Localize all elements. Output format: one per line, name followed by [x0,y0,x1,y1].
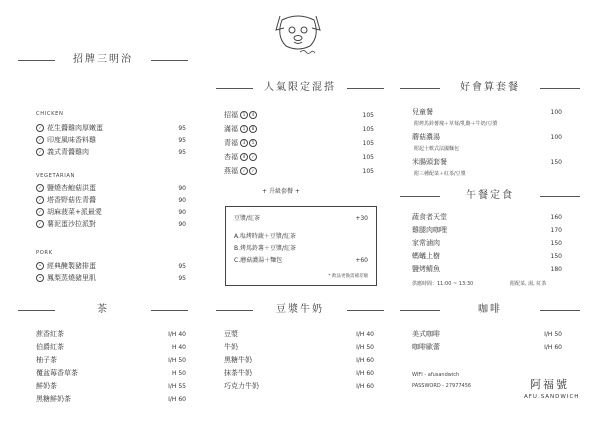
brand-name: 阿福號 [530,378,569,391]
list-item: 滿福 1 8 105 [224,125,374,133]
list-item: 覆盆莓香草茶 H 50 [36,369,186,377]
leaf-icon: ✓ [36,196,44,204]
upgrade-option-a: A.塩烤時蔬＋豆漿/紅茶 [234,233,296,240]
list-item: ✓ 胡麻菠菜+派最愛 90 [36,207,186,218]
list-item: 黑糖鮮奶茶 I/H 60 [36,395,186,403]
dog-logo [270,8,326,60]
leaf-icon: ✓ [36,220,44,228]
coffee-header: 咖啡 [400,302,580,318]
leaf-icon: ✓ [36,184,44,192]
item-description: 附起士軟式法國麵包 [414,146,460,152]
upgrade-note: * 飲品更換需補差額 [328,274,368,279]
list-item: 雞腿肉咖哩 170 [412,226,562,234]
combo-header: 人氣限定混搭 [216,80,384,96]
soymilk-header: 豆漿牛奶 [216,302,384,318]
wifi-password: PASSWORD - 27977456 [412,383,472,389]
vegetarian-subheading: VEGETARIAN [36,173,76,179]
lunch-header: 午餐定食 [400,188,580,204]
list-item: 巧克力牛奶 I/H 60 [224,382,374,390]
item-description: 附三種配菜＋紅茶/豆漿 [414,171,466,177]
lunch-hours: 供應時間：11:00 ~ 13:30 [412,281,474,287]
leaf-icon: ✓ [36,136,44,144]
list-item: 牛奶 I/H 50 [224,343,374,351]
list-item: 黑糖牛奶 I/H 60 [224,356,374,364]
list-item: ✓ 塔香野菇佐青醬 90 [36,195,186,206]
list-item: 家常滷肉 150 [412,239,562,247]
list-item: 鮮奶茶 I/H 55 [36,382,186,390]
list-item: 螞蟻上樹 150 [412,252,562,260]
leaf-icon: ✓ [36,148,44,156]
list-item: ✓ 印度風味香料雞 95 [36,135,186,146]
brand-english: AFU.SANDWICH [524,394,580,400]
list-item: • 經典醃製豬排蛋 95 [36,261,186,272]
pig-icon: • [36,274,44,282]
list-item: 美式咖啡 I/H 50 [412,330,562,338]
set-header: 好會算套餐 [400,80,580,96]
list-item: • 鳳梨蒸燒豬里肌 95 [36,273,186,284]
list-item: ✓ 花生醬雞肉厚嫩蛋 95 [36,123,186,134]
list-item: 蔗香紅茶 I/H 40 [36,330,186,338]
tea-header: 茶 [18,302,188,318]
chicken-subheading: CHICKEN [36,111,64,117]
list-item: 蔬食者天堂 160 [412,213,562,221]
item-description: 附烤馬鈴薯塊＋草莓/乳酪＋牛奶/豆漿 [414,121,498,127]
list-item: 杏福 4 ✓ 105 [224,153,374,161]
list-item: 青福 3 5 105 [224,139,374,147]
list-item: 柚子茶 I/H 50 [36,356,186,364]
list-item: 米腸頭套餐 150 [412,158,562,166]
upgrade-option-c: C.蘑菇濃湯＋麵包 +60 [234,257,368,264]
leaf-icon: ✓ [36,208,44,216]
list-item: 抹茶牛奶 I/H 60 [224,369,374,377]
leaf-icon: ✓ [36,124,44,132]
sandwich-header: 招牌三明治 [18,52,188,68]
list-item: 咖啡歐蕾 I/H 60 [412,343,562,351]
list-item: 鹽烤鯖魚 180 [412,265,562,273]
list-item: ✓ 義式青醬雞肉 95 [36,147,186,158]
list-item: 伯爵紅茶 H 40 [36,343,186,351]
list-item: ✓ 鹽燒杏鮑菇洪蛋 90 [36,183,186,194]
list-item: 豆漿 I/H 40 [224,330,374,338]
upgrade-title: + 升級套餐 + [262,188,300,195]
upgrade-box [225,206,377,286]
pig-icon: • [36,262,44,270]
list-item: 兒童餐 100 [412,108,562,116]
list-item: ✓ 薯泥蛋沙拉派對 90 [36,219,186,230]
upgrade-option-b: B.烤馬鈴薯＋豆漿/紅茶 [234,245,297,252]
wifi-name: WIFI - afusandwich [412,372,460,378]
list-item: 蘑菇濃湯 100 [412,133,562,141]
lunch-includes: 附配菜, 湯, 紅茶 [510,281,547,287]
list-item: 燕福 ✓ ✓ 105 [224,167,374,175]
upgrade-head: 豆漿/紅茶 +30 [234,215,368,222]
pork-subheading: PORK [36,250,53,256]
list-item: 招福 1 4 105 [224,111,374,119]
